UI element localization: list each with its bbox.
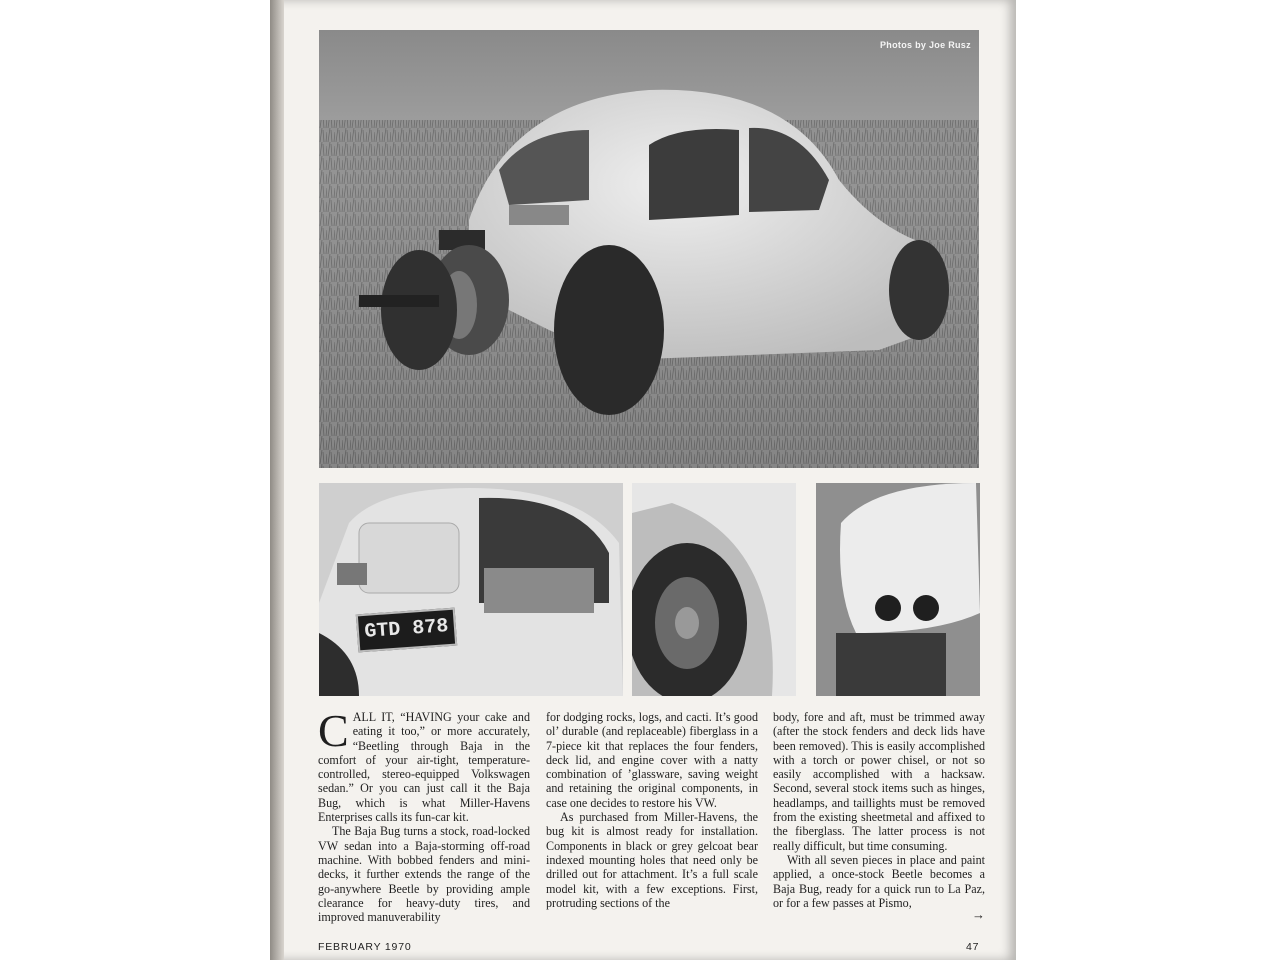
article-column-3 (773, 710, 985, 923)
page-number: 47 (966, 941, 980, 953)
main-photo-baja-bug (319, 30, 979, 468)
continued-arrow-icon: → (972, 907, 985, 923)
photo-front-fender-tire (632, 483, 796, 696)
page-fold-shadow (270, 0, 284, 960)
paragraph: The Baja Bug turns a stock, road-locked VW sedan into a Baja-storming off-road machine. With bobbed fenders and mini-decks, it further extends the range of the go-anywhere Beetle by providing ample clearance for heavy-duty tires, and improved manuverability (318, 824, 530, 925)
drop-cap: C (318, 705, 349, 756)
photo-rear-deck-closeup (319, 483, 623, 696)
paragraph: With all seven pieces in place and paint applied, a once-stock Beetle becomes a Baja Bug, ready for a quick run to La Paz, or for a few passes at Pismo, (773, 852, 985, 910)
article-column-1 (318, 705, 530, 925)
photo-rear-fender-taillights (816, 483, 980, 696)
intro-paragraph: CALL IT, “HAVING your cake and eating it too,” or more accurately, “Beetling through Baja in the comfort of your air-tight, temperature-controlled, stereo-equipped Volkswagen sedan.” Or you can just call it the Baja Bug, which is what Miller-Havens Enterprises calls its fun-car kit. (318, 705, 530, 825)
paragraph: for dodging rocks, logs, and cacti. It’s good ol’ durable (and replaceable) fiberglass in a 7-piece kit that replaces the four fenders, deck lid, and engine cover with a natty combination of ’glassware, saving weight and retaining the original components, in case one decides to restore his VW. (546, 710, 758, 810)
article-column-2 (546, 710, 758, 910)
license-plate: GTD 878 (356, 608, 457, 653)
photo-credit: Photos by Joe Rusz (880, 40, 971, 50)
paragraph: As purchased from Miller-Havens, the bug kit is almost ready for installation. Components in black or grey gelcoat bear indexed mounting holes that need only be drilled out for attachment. It’s a full scale model kit, with a few exceptions. First, protruding sections of the (546, 810, 758, 910)
paragraph: body, fore and aft, must be trimmed away (after the stock fenders and deck lids have been removed). This is easily accomplished with a torch or power chisel, or not so easily accomplished with a hacksaw. Second, several stock items such as hinges, headlamps, and taillights must be removed from the existing sheetmetal and affixed to the fiberglass. The latter process is not really difficult, but time consuming. (773, 710, 985, 853)
issue-date: FEBRUARY 1970 (318, 941, 412, 953)
